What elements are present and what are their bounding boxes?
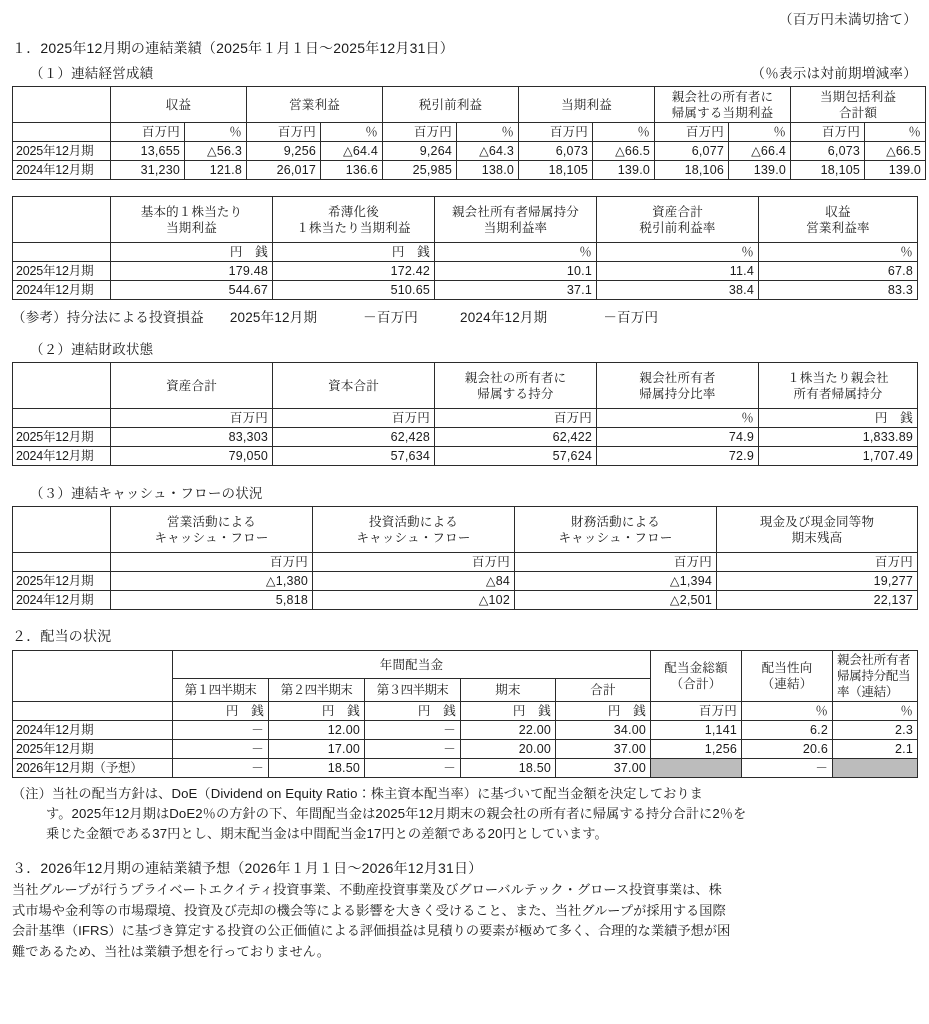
unit-percent-5: ％ <box>729 123 791 142</box>
col-header-owners-equity <box>435 363 597 409</box>
row-period: 2024年12月期 <box>13 447 111 466</box>
units-row <box>13 123 926 142</box>
col-header-pretax-profit <box>383 87 519 123</box>
unit-amount-3: 百万円 <box>383 123 457 142</box>
cell-value: △66.5 <box>593 142 655 161</box>
col-header-q2: 第２四半期末 <box>269 679 365 702</box>
section1-sub3-title: （３）連結キャッシュ・フローの状況 <box>30 486 263 501</box>
units-row <box>13 553 918 572</box>
cell-value: 179.48 <box>111 262 273 281</box>
cell-value: 1,707.49 <box>759 447 918 466</box>
table-header-row <box>13 197 918 243</box>
corner-cell <box>13 363 111 409</box>
col-header-doe-ratio-l1: 親会社所有者 <box>837 653 911 667</box>
cell-value: 25,985 <box>383 161 457 180</box>
cell-value: 57,634 <box>273 447 435 466</box>
cell-value: △64.4 <box>321 142 383 161</box>
cell-value: 18,106 <box>655 161 729 180</box>
cell-value: 138.0 <box>457 161 519 180</box>
col-header-owners-equity-l2: 帰属する持分 <box>477 386 554 401</box>
col-header-total-dividend-amount <box>651 651 742 702</box>
section3-body <box>12 880 917 962</box>
col-header-annual-dividend: 年間配当金 <box>173 651 651 679</box>
col-header-payout-ratio-l2: （連結） <box>761 677 813 691</box>
section3-body-line-2: 式市場や金利等の市場環境、投資及び売却の機会等による影響を大きく受けること、また、当社グループが採用する国際 <box>12 902 726 918</box>
unit-cell: 百万円 <box>111 553 313 572</box>
cell-value: 83.3 <box>759 281 918 300</box>
cell-value: 139.0 <box>729 161 791 180</box>
consolidated-results-table <box>12 86 926 180</box>
units-row-label <box>13 553 111 572</box>
units-row-label <box>13 409 111 428</box>
unit-cell: 百万円 <box>111 409 273 428</box>
col-header-net-profit-l1: 当期利益 <box>561 97 612 112</box>
cell-value: 37.00 <box>556 740 651 759</box>
cell-value: 544.67 <box>111 281 273 300</box>
col-header-basic-eps <box>111 197 273 243</box>
cell-value: 6.2 <box>742 721 833 740</box>
unit-cell: 円 銭 <box>461 702 556 721</box>
row-period: 2025年12月期 <box>13 262 111 281</box>
col-header-comprehensive-income <box>791 87 926 123</box>
reference-label: （参考）持分法による投資損益 <box>12 310 204 325</box>
corner-cell <box>13 507 111 553</box>
unit-cell: 百万円 <box>273 409 435 428</box>
cell-value: 6,077 <box>655 142 729 161</box>
table-row <box>13 721 918 740</box>
units-row-label <box>13 243 111 262</box>
cell-value: 1,141 <box>651 721 742 740</box>
cell-value: 9,256 <box>247 142 321 161</box>
cell-value: △84 <box>313 572 515 591</box>
col-header-diluted-eps-l2: １株当たり当期利益 <box>296 220 411 235</box>
col-header-cash-balance <box>717 507 918 553</box>
cell-value: 22.00 <box>461 721 556 740</box>
col-header-comprehensive-income-l2: 合計額 <box>838 105 878 120</box>
cell-value: 20.00 <box>461 740 556 759</box>
cashflow-table <box>12 506 918 610</box>
reference-value-1: －百万円 <box>363 310 418 325</box>
col-header-operating-cf-l1: 営業活動による <box>167 514 256 529</box>
col-header-owners-equity-l1: 親会社の所有者に <box>464 370 567 385</box>
cell-value: 172.42 <box>273 262 435 281</box>
col-header-basic-eps-l1: 基本的１株当たり <box>140 204 243 219</box>
section1-sub2-title: （２）連結財政状態 <box>30 342 154 357</box>
cell-value: 62,428 <box>273 428 435 447</box>
col-header-owners-profit-l2: 帰属する当期利益 <box>671 105 774 120</box>
cell-value: △102 <box>313 591 515 610</box>
unit-amount-4: 百万円 <box>519 123 593 142</box>
col-header-operating-cf-l2: キャッシュ・フロー <box>154 530 269 545</box>
col-header-bps-l1: １株当たり親会社 <box>787 370 889 385</box>
col-header-roa-l1: 資産合計 <box>652 204 703 219</box>
section3-body-line-1: 当社グループが行うプライベートエクイティ投資事業、不動産投資事業及びグローバルテック・グロース投資事業は、株 <box>12 882 722 898</box>
col-header-roe-l2: 当期利益率 <box>483 220 548 235</box>
col-header-investing-cf-l2: キャッシュ・フロー <box>356 530 471 545</box>
cell-value-shaded <box>833 759 918 778</box>
unit-cell: 百万円 <box>651 702 742 721</box>
col-header-owners-profit <box>655 87 791 123</box>
table-row <box>13 428 918 447</box>
unit-amount-2: 百万円 <box>247 123 321 142</box>
col-header-operating-margin-l2: 営業利益率 <box>806 220 870 235</box>
cell-value: 1,256 <box>651 740 742 759</box>
col-header-bps-l2: 所有者帰属持分 <box>793 386 883 401</box>
col-header-operating-profit <box>247 87 383 123</box>
cell-value: 17.00 <box>269 740 365 759</box>
cell-value: － <box>365 721 461 740</box>
section3-title: ３．2026年12月期の連結業績予想（2026年１月１日～2026年12月31日） <box>12 860 483 877</box>
table-row <box>13 572 918 591</box>
table-row-forecast <box>13 759 918 778</box>
cell-value: 74.9 <box>597 428 759 447</box>
section3-body-line-4: 難であるため、当社は業績予想を行っておりません。 <box>12 943 330 959</box>
cell-value: 83,303 <box>111 428 273 447</box>
cell-value: △64.3 <box>457 142 519 161</box>
cell-value: 18.50 <box>461 759 556 778</box>
table-row <box>13 142 926 161</box>
cell-value: 2.1 <box>833 740 918 759</box>
col-header-financing-cf-l2: キャッシュ・フロー <box>558 530 673 545</box>
cell-value: 22,137 <box>717 591 918 610</box>
cell-value: 37.1 <box>435 281 597 300</box>
col-header-total-dividend-amount-l2: （合計） <box>670 677 722 691</box>
unit-percent-4: ％ <box>593 123 655 142</box>
equity-method-reference-line <box>12 306 917 326</box>
unit-cell: ％ <box>759 243 918 262</box>
unit-cell: 円 銭 <box>111 243 273 262</box>
unit-cell: 百万円 <box>515 553 717 572</box>
cell-value: 62,422 <box>435 428 597 447</box>
col-header-revenue-l1: 収益 <box>165 97 192 112</box>
cell-value: 34.00 <box>556 721 651 740</box>
table-row <box>13 740 918 759</box>
unit-cell: 百万円 <box>717 553 918 572</box>
col-header-equity-ratio-l2: 帰属持分比率 <box>639 386 716 401</box>
unit-percent-2: ％ <box>321 123 383 142</box>
col-header-year-end: 期末 <box>461 679 556 702</box>
row-period: 2024年12月期 <box>13 161 111 180</box>
cell-value: 20.6 <box>742 740 833 759</box>
unit-cell: 円 銭 <box>273 243 435 262</box>
unit-cell: ％ <box>833 702 918 721</box>
cell-value: 79,050 <box>111 447 273 466</box>
col-header-total-assets-l1: 資産合計 <box>166 378 217 393</box>
cell-value: 2.3 <box>833 721 918 740</box>
cell-value: 13,655 <box>111 142 185 161</box>
section2-title: ２．配当の状況 <box>12 628 112 644</box>
rounding-note: （百万円未満切捨て） <box>779 12 917 27</box>
units-row <box>13 702 918 721</box>
col-header-q1: 第１四半期末 <box>173 679 269 702</box>
unit-percent-6: ％ <box>865 123 926 142</box>
col-header-diluted-eps <box>273 197 435 243</box>
reference-value-2: －百万円 <box>603 310 659 325</box>
cell-value: － <box>173 721 269 740</box>
unit-cell: ％ <box>597 409 759 428</box>
cell-value: △1,380 <box>111 572 313 591</box>
cell-value: 10.1 <box>435 262 597 281</box>
unit-cell: ％ <box>742 702 833 721</box>
units-row <box>13 243 918 262</box>
cell-value: 37.00 <box>556 759 651 778</box>
dividend-group-header-row <box>13 651 918 679</box>
table-row <box>13 447 918 466</box>
col-header-investing-cf <box>313 507 515 553</box>
row-period: 2024年12月期 <box>13 281 111 300</box>
col-header-roa <box>597 197 759 243</box>
col-header-cash-balance-l2: 期末残高 <box>791 530 843 545</box>
col-header-diluted-eps-l1: 希薄化後 <box>328 204 379 219</box>
units-row-label <box>13 123 111 142</box>
units-row-label <box>13 702 173 721</box>
section1-sub1-title: （１）連結経営成績 <box>30 66 154 81</box>
col-header-roe <box>435 197 597 243</box>
col-header-net-profit <box>519 87 655 123</box>
section1-title: １．2025年12月期の連結業績（2025年１月１日～2025年12月31日） <box>12 40 454 56</box>
col-header-equity-ratio <box>597 363 759 409</box>
percent-note: （％表示は対前期増減率） <box>751 66 917 81</box>
table-row <box>13 591 918 610</box>
unit-cell: 百万円 <box>313 553 515 572</box>
cell-value: 38.4 <box>597 281 759 300</box>
unit-percent-1: ％ <box>185 123 247 142</box>
cell-value: － <box>365 759 461 778</box>
row-period: 2025年12月期 <box>13 142 111 161</box>
cell-value: 5,818 <box>111 591 313 610</box>
cell-value: 11.4 <box>597 262 759 281</box>
corner-cell <box>13 197 111 243</box>
cell-value: － <box>173 740 269 759</box>
table-header-row <box>13 87 926 123</box>
col-header-operating-profit-l1: 営業利益 <box>289 97 340 112</box>
corner-cell <box>13 651 173 702</box>
col-header-financing-cf <box>515 507 717 553</box>
cell-value: － <box>365 740 461 759</box>
table-row <box>13 262 918 281</box>
col-header-operating-cf <box>111 507 313 553</box>
col-header-q3: 第３四半期末 <box>365 679 461 702</box>
unit-cell: 円 銭 <box>365 702 461 721</box>
table-header-row <box>13 507 918 553</box>
cell-value: 67.8 <box>759 262 918 281</box>
dividend-table <box>12 650 918 778</box>
cell-value-shaded <box>651 759 742 778</box>
col-header-roa-l2: 税引前利益率 <box>639 220 716 235</box>
cell-value: 139.0 <box>593 161 655 180</box>
unit-percent-3: ％ <box>457 123 519 142</box>
col-header-owners-profit-l1: 親会社の所有者に <box>671 89 774 104</box>
col-header-total-equity <box>273 363 435 409</box>
cell-value: 18.50 <box>269 759 365 778</box>
col-header-payout-ratio <box>742 651 833 702</box>
dividend-note-line-3: 乗じた金額である37円とし、期末配当金は中間配当金17円との差額である20円としています。 <box>46 826 608 842</box>
cell-value: 57,624 <box>435 447 597 466</box>
col-header-total-dividend-amount-l1: 配当金総額 <box>664 661 728 675</box>
col-header-pretax-profit-l1: 税引前利益 <box>418 97 483 112</box>
cell-value: 6,073 <box>519 142 593 161</box>
unit-cell: 円 銭 <box>269 702 365 721</box>
cell-value: 31,230 <box>111 161 185 180</box>
dividend-policy-note <box>12 784 917 844</box>
col-header-bps <box>759 363 918 409</box>
cell-value: △1,394 <box>515 572 717 591</box>
row-period: 2025年12月期 <box>13 572 111 591</box>
col-header-revenue <box>111 87 247 123</box>
col-header-financing-cf-l1: 財務活動による <box>571 514 660 529</box>
cell-value: 139.0 <box>865 161 926 180</box>
row-period: 2025年12月期 <box>13 428 111 447</box>
col-header-investing-cf-l1: 投資活動による <box>369 514 458 529</box>
unit-amount-6: 百万円 <box>791 123 865 142</box>
row-period: 2025年12月期 <box>13 740 173 759</box>
unit-amount-5: 百万円 <box>655 123 729 142</box>
cell-value: 121.8 <box>185 161 247 180</box>
unit-cell: ％ <box>597 243 759 262</box>
cell-value: △2,501 <box>515 591 717 610</box>
cell-value: 18,105 <box>791 161 865 180</box>
col-header-operating-margin <box>759 197 918 243</box>
per-share-ratios-table <box>12 196 918 300</box>
row-period: 2024年12月期 <box>13 721 173 740</box>
cell-value: △66.4 <box>729 142 791 161</box>
col-header-doe-ratio-l2: 帰属持分配当 <box>837 669 911 683</box>
cell-value: 6,073 <box>791 142 865 161</box>
table-row <box>13 281 918 300</box>
unit-cell: 百万円 <box>435 409 597 428</box>
cell-value: － <box>173 759 269 778</box>
cell-value: 9,264 <box>383 142 457 161</box>
units-row <box>13 409 918 428</box>
col-header-operating-margin-l1: 収益 <box>825 204 851 219</box>
col-header-total-assets <box>111 363 273 409</box>
col-header-comprehensive-income-l1: 当期包括利益 <box>819 89 897 104</box>
col-header-doe-ratio <box>833 651 918 702</box>
col-header-doe-ratio-l3: 率（連結） <box>837 685 899 699</box>
unit-amount-1: 百万円 <box>111 123 185 142</box>
unit-cell: 円 銭 <box>173 702 269 721</box>
cell-value: △56.3 <box>185 142 247 161</box>
unit-cell: 円 銭 <box>759 409 918 428</box>
reference-period-2: 2024年12月期 <box>459 310 548 325</box>
col-header-roe-l1: 親会社所有者帰属持分 <box>451 204 579 219</box>
col-header-total-equity-l1: 資本合計 <box>328 378 379 393</box>
dividend-note-line-1: （注）当社の配当方針は、DoE（Dividend on Equity Ratio：株主資本配当率）に基づいて配当金額を決定しておりま <box>12 786 703 801</box>
cell-value: 19,277 <box>717 572 918 591</box>
cell-value: 26,017 <box>247 161 321 180</box>
reference-period-1: 2025年12月期 <box>229 310 318 325</box>
cell-value: △66.5 <box>865 142 926 161</box>
col-header-basic-eps-l2: 当期利益 <box>166 220 217 235</box>
unit-cell: ％ <box>435 243 597 262</box>
row-period: 2026年12月期（予想） <box>13 759 173 778</box>
col-header-total: 合計 <box>556 679 651 702</box>
col-header-equity-ratio-l1: 親会社所有者 <box>639 370 716 385</box>
cell-value: 12.00 <box>269 721 365 740</box>
corner-cell <box>13 87 111 123</box>
table-row <box>13 161 926 180</box>
section3-body-line-3: 会計基準（IFRS）に基づき算定する投資の公正価値による評価損益は見積りの要素が極めて多く、合理的な業績予想が困 <box>12 923 731 939</box>
cell-value: 510.65 <box>273 281 435 300</box>
row-period: 2024年12月期 <box>13 591 111 610</box>
cell-value: － <box>742 759 833 778</box>
cell-value: 136.6 <box>321 161 383 180</box>
cell-value: 72.9 <box>597 447 759 466</box>
unit-cell: 円 銭 <box>556 702 651 721</box>
col-header-payout-ratio-l1: 配当性向 <box>761 661 813 675</box>
col-header-cash-balance-l1: 現金及び現金同等物 <box>759 514 875 529</box>
cell-value: 18,105 <box>519 161 593 180</box>
financial-position-table <box>12 362 918 466</box>
table-header-row <box>13 363 918 409</box>
cell-value: 1,833.89 <box>759 428 918 447</box>
dividend-note-line-2: す。2025年12月期はDoE2％の方針の下、年間配当金は2025年12月期末の親会社の所有者に帰属する持分合計に2％を <box>46 806 747 822</box>
